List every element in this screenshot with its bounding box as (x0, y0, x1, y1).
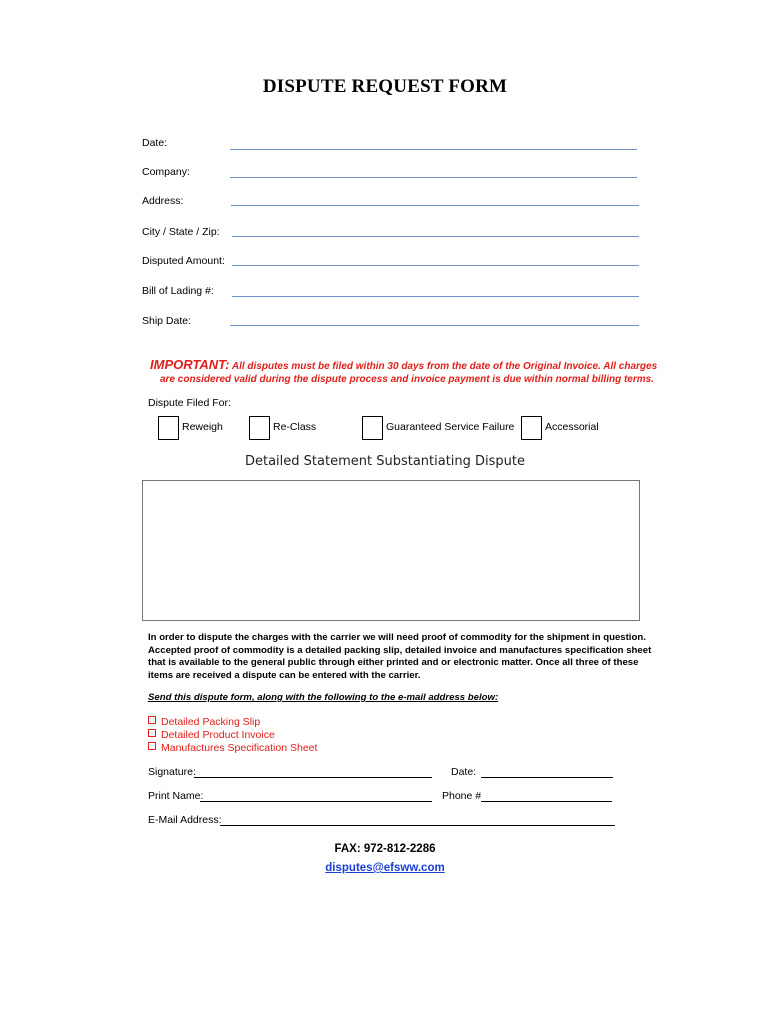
important-line-1: All disputes must be filed within 30 days from the date of the Original Invoice. All charges (231, 361, 658, 372)
email-address-label: E-Mail Address: (148, 814, 222, 826)
sig-date-label: Date: (451, 766, 477, 778)
print-name-field[interactable] (200, 801, 432, 802)
date-label: Date: (142, 137, 168, 149)
dispute-filed-for-label: Dispute Filed For: (148, 397, 231, 409)
guaranteed-service-failure-checkbox[interactable] (362, 416, 383, 440)
bill-of-lading-field[interactable] (232, 296, 639, 297)
required-item-label: Manufactures Specification Sheet (161, 742, 318, 754)
send-instruction: Send this dispute form, along with the following to the e-mail address below: (148, 692, 499, 703)
accessorial-label: Accessorial (545, 421, 599, 433)
required-item (148, 716, 260, 728)
ship-date-label: Ship Date: (142, 315, 192, 327)
city-state-zip-label: City / State / Zip: (142, 226, 220, 238)
disputed-amount-field[interactable] (232, 265, 639, 266)
form-title: DISPUTE REQUEST FORM (262, 76, 508, 97)
address-field[interactable] (231, 205, 639, 206)
signature-field[interactable] (194, 777, 432, 778)
phone-field[interactable] (481, 801, 612, 802)
important-notice (150, 358, 690, 386)
reclass-checkbox[interactable] (249, 416, 270, 440)
statement-title: Detailed Statement Substantiating Dispute (244, 454, 526, 469)
reweigh-checkbox[interactable] (158, 416, 179, 440)
reweigh-label: Reweigh (182, 421, 223, 433)
statement-textarea[interactable] (142, 480, 640, 621)
required-item-label: Detailed Packing Slip (161, 716, 261, 728)
required-item (148, 729, 275, 741)
important-line-2: are considered valid during the dispute process and invoice payment is due within normal billing terms. (160, 374, 654, 385)
phone-label: Phone # (442, 790, 482, 802)
important-prefix: IMPORTANT: (150, 357, 230, 372)
signature-label: Signature: (148, 766, 196, 778)
disputed-amount-label: Disputed Amount: (142, 255, 225, 267)
email-address-field[interactable] (220, 825, 615, 826)
ship-date-field[interactable] (230, 325, 639, 326)
bill-of-lading-label: Bill of Lading #: (142, 285, 214, 297)
company-field[interactable] (230, 177, 637, 178)
reclass-label: Re-Class (273, 421, 317, 433)
address-label: Address: (142, 195, 184, 207)
print-name-label: Print Name: (148, 790, 204, 802)
bullet-box-icon (148, 729, 156, 737)
proof-paragraph: In order to dispute the charges with the carrier we will need proof of commodity for the shipment in question. Accepted proof of commodity is a detailed packing slip, detailed invoice and manufactures specification sheet that is available to the general public through either printed and or electronic matter. Once all three of these items are received a dispute can be entered with the carrier. (148, 632, 652, 681)
required-item-label: Detailed Product Invoice (161, 729, 275, 741)
company-label: Company: (142, 166, 190, 178)
guaranteed-service-failure-label: Guaranteed Service Failure (386, 421, 515, 433)
date-field[interactable] (230, 149, 637, 150)
city-state-zip-field[interactable] (232, 236, 639, 237)
fax-number: FAX: 972-812-2286 (334, 843, 436, 855)
bullet-box-icon (148, 742, 156, 750)
dispute-email-link[interactable]: disputes@efsww.com (325, 862, 445, 874)
sig-date-field[interactable] (481, 777, 613, 778)
accessorial-checkbox[interactable] (521, 416, 542, 440)
bullet-box-icon (148, 716, 156, 724)
required-item (148, 742, 317, 754)
